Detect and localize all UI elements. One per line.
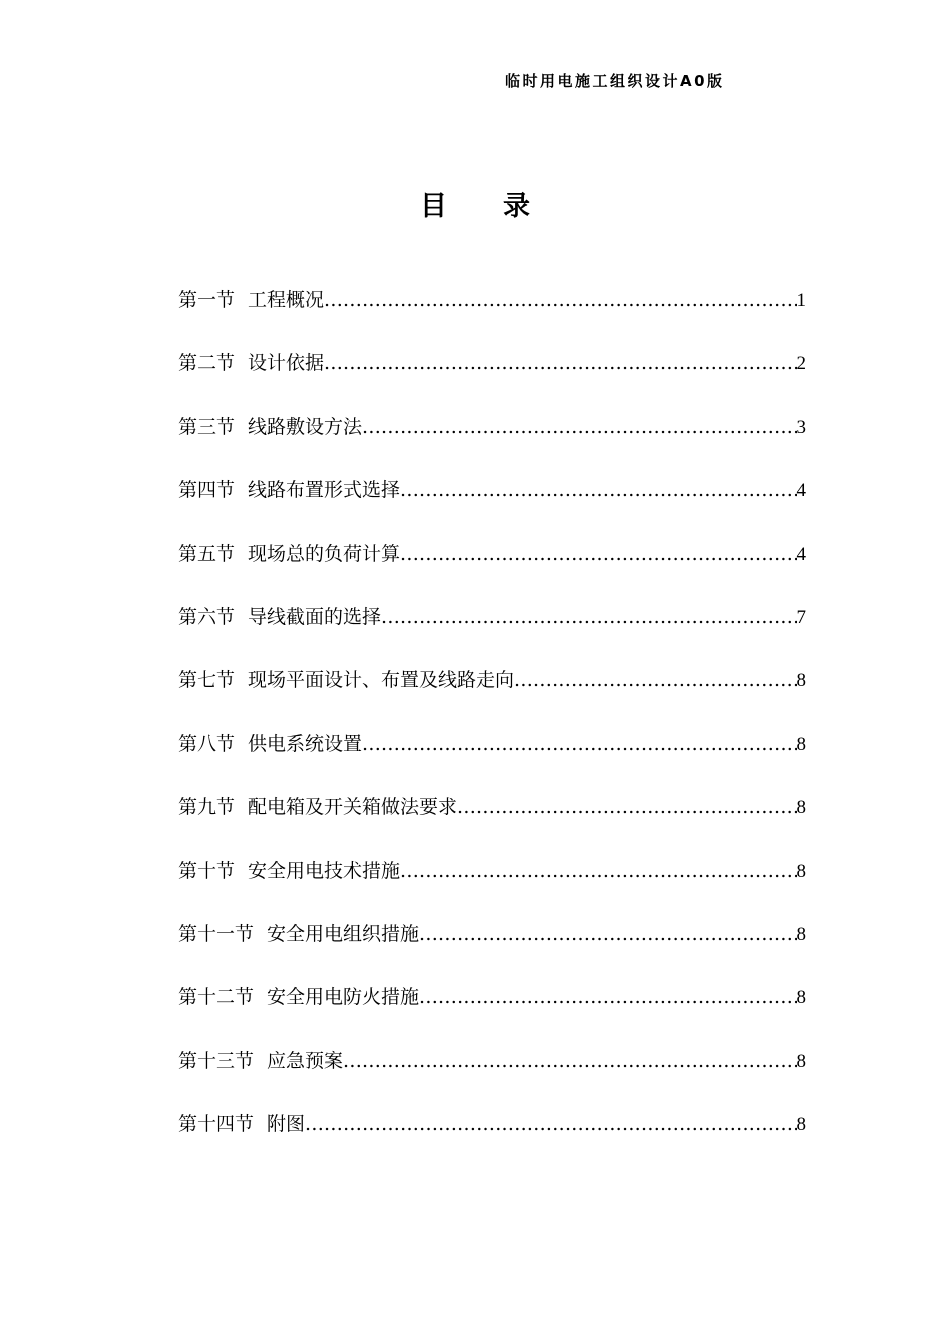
toc-dot-leader: [362, 728, 796, 760]
toc-section-number: 第十一节: [178, 922, 255, 945]
toc-entry[interactable]: [178, 347, 806, 410]
toc-page-number: 8: [796, 733, 806, 755]
toc-entry[interactable]: [178, 918, 806, 981]
document-header: 临时用电施工组织设计A0版: [505, 72, 725, 90]
toc-section-title: 安全用电技术措施: [248, 859, 401, 882]
toc-section-number: 第八节: [178, 732, 236, 755]
toc-section-title: 现场总的负荷计算: [248, 542, 401, 565]
toc-section-number: 第四节: [178, 479, 236, 502]
toc-section-title: 供电系统设置: [248, 732, 363, 755]
toc-page-number: 2: [796, 353, 806, 375]
toc-entry[interactable]: [178, 791, 806, 854]
toc-entry[interactable]: [178, 981, 806, 1044]
toc-section-number: 第九节: [178, 796, 236, 819]
toc-section-number: 第三节: [178, 415, 236, 438]
toc-dot-leader: [343, 1045, 796, 1077]
title-char-2: 录: [503, 191, 530, 222]
toc-section-number: 第二节: [178, 352, 236, 375]
toc-entry[interactable]: [178, 284, 806, 347]
toc-page-number: 4: [796, 543, 806, 565]
toc-section-number: 第十二节: [178, 986, 255, 1009]
toc-page-number: 8: [796, 987, 806, 1009]
toc-dot-leader: [514, 664, 796, 696]
page-title: [0, 184, 950, 223]
toc-entry[interactable]: [178, 728, 806, 791]
toc-section-number: 第十四节: [178, 1113, 255, 1136]
toc-entry[interactable]: [178, 474, 806, 537]
toc-page-number: 8: [796, 1050, 806, 1072]
toc-section-number: 第七节: [178, 669, 236, 692]
toc-section-title: 安全用电组织措施: [267, 922, 420, 945]
toc-dot-leader: [419, 918, 796, 950]
toc-page-number: 1: [796, 290, 806, 311]
toc-entry[interactable]: [178, 855, 806, 918]
toc-dot-leader: [400, 538, 796, 570]
toc-section-title: 工程概况: [248, 289, 325, 311]
toc-page-number: 4: [796, 480, 806, 502]
toc-page-number: 8: [796, 797, 806, 819]
toc-section-number: 第一节: [178, 289, 236, 311]
toc-section-title: 配电箱及开关箱做法要求: [248, 796, 458, 819]
toc-dot-leader: [419, 981, 796, 1013]
toc-dot-leader: [400, 474, 796, 506]
toc-page-number: 8: [796, 923, 806, 945]
toc-dot-leader: [305, 1108, 796, 1140]
toc-entry[interactable]: [178, 411, 806, 474]
toc-entry[interactable]: [178, 538, 806, 601]
toc-section-number: 第十节: [178, 859, 236, 882]
toc-dot-leader: [457, 791, 796, 823]
toc-dot-leader: [324, 347, 796, 379]
toc-section-title: 线路布置形式选择: [248, 479, 401, 502]
toc-dot-leader: [381, 601, 796, 633]
toc-section-title: 线路敷设方法: [248, 415, 363, 438]
toc-section-title: 设计依据: [248, 352, 325, 375]
toc-dot-leader: [324, 284, 796, 316]
toc-page-number: 8: [796, 1114, 806, 1136]
toc-section-number: 第五节: [178, 542, 236, 565]
table-of-contents: [178, 284, 806, 1171]
toc-section-title: 现场平面设计、布置及线路走向: [248, 669, 515, 692]
toc-page-number: 8: [796, 860, 806, 882]
toc-entry[interactable]: [178, 1045, 806, 1108]
toc-dot-leader: [400, 855, 796, 887]
toc-section-number: 第十三节: [178, 1049, 255, 1072]
toc-entry[interactable]: [178, 1108, 806, 1171]
toc-section-title: 附图: [267, 1113, 306, 1136]
title-char-1: 目: [420, 191, 447, 222]
toc-entry[interactable]: [178, 601, 806, 664]
toc-section-title: 应急预案: [267, 1049, 344, 1072]
toc-page-number: 7: [796, 606, 806, 628]
toc-section-number: 第六节: [178, 605, 236, 628]
toc-page-number: 3: [796, 416, 806, 438]
toc-section-title: 安全用电防火措施: [267, 986, 420, 1009]
toc-dot-leader: [362, 411, 796, 443]
toc-section-title: 导线截面的选择: [248, 605, 382, 628]
toc-entry[interactable]: [178, 664, 806, 727]
toc-page-number: 8: [796, 670, 806, 692]
